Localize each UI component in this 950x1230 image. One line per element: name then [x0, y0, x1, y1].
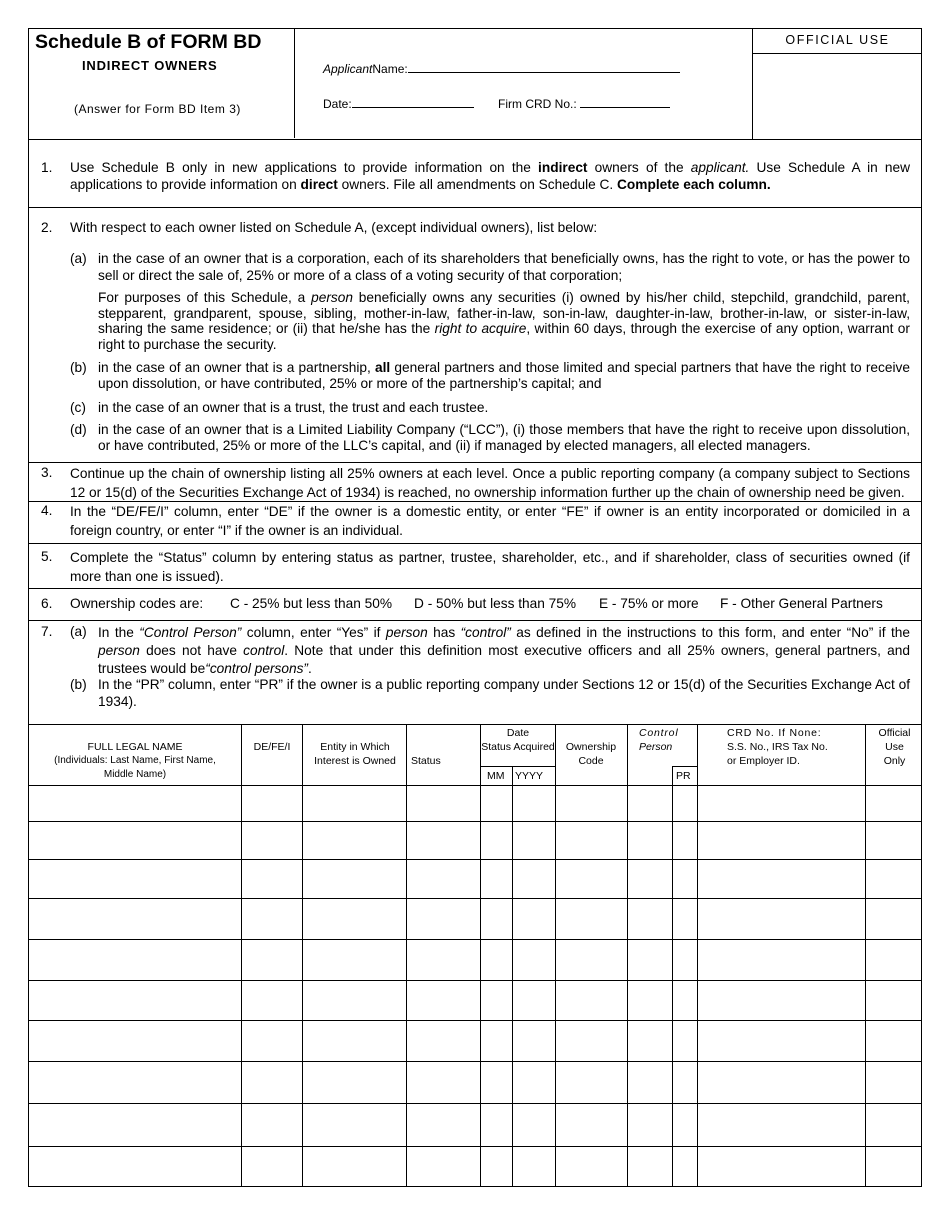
instruction-2-number: 2. — [41, 220, 53, 235]
col-entity: Entity in Which Interest is Owned — [314, 741, 396, 767]
instruction-1-number: 1. — [41, 160, 53, 175]
cell-name[interactable] — [29, 785, 241, 821]
table-row — [29, 822, 922, 860]
cell-official[interactable] — [866, 1062, 922, 1103]
cell-crd[interactable] — [698, 1147, 865, 1186]
cell-name[interactable] — [29, 1062, 241, 1103]
cell-official[interactable] — [866, 860, 922, 898]
official-use-rule — [753, 53, 922, 54]
official-use-label: OFFICIAL USE — [785, 33, 890, 47]
cell-crd[interactable] — [698, 1104, 865, 1146]
instruction-2c-text: in the case of an owner that is a trust, the trust and each trustee. — [98, 400, 489, 415]
cell-crd[interactable] — [698, 1062, 865, 1103]
rule-after-3 — [29, 501, 921, 502]
col-status: Status — [411, 755, 441, 767]
cell-crd[interactable] — [698, 940, 865, 980]
firm-crd-label: Firm CRD No.: — [498, 97, 577, 111]
firm-crd-field — [498, 95, 670, 111]
cell-yyyy[interactable] — [513, 1147, 555, 1186]
cell-pr[interactable] — [673, 1021, 697, 1061]
cell-name[interactable] — [29, 1104, 241, 1146]
cell-status[interactable] — [407, 1062, 480, 1103]
cell-entity[interactable] — [303, 899, 406, 939]
date-label: Date: — [323, 97, 352, 111]
form-page — [28, 28, 922, 1187]
col-full-legal-name: FULL LEGAL NAME (Individuals: Last Name, First Name, Middle Name) — [54, 741, 216, 780]
cell-defei[interactable] — [242, 1021, 302, 1061]
cell-defei[interactable] — [242, 899, 302, 939]
rule-after-2 — [29, 462, 921, 463]
cell-crd[interactable] — [698, 860, 865, 898]
cell-mm[interactable] — [481, 860, 512, 898]
cell-code[interactable] — [556, 1062, 627, 1103]
table-row — [29, 860, 922, 899]
cell-yyyy[interactable] — [513, 1104, 555, 1146]
cell-official[interactable] — [866, 899, 922, 939]
table-row — [29, 785, 922, 822]
cell-code[interactable] — [556, 1021, 627, 1061]
ownership-code-f: F - Other General Partners — [720, 596, 883, 611]
date-field — [323, 95, 474, 111]
applicant-name-input[interactable] — [408, 60, 680, 73]
rule-after-5 — [29, 588, 921, 589]
cell-name[interactable] — [29, 860, 241, 898]
cell-control[interactable] — [628, 1147, 672, 1186]
form-title: Schedule B of FORM BD — [35, 31, 262, 53]
instruction-7b-label: (b) — [70, 677, 87, 692]
cell-mm[interactable] — [481, 1104, 512, 1146]
instruction-2b-text: in the case of an owner that is a partnership, all general partners and those limited and special partners that have the right to receive upon dissolution, or have contributed, 25% or more of the partnership’s capital; and — [98, 360, 910, 391]
cell-code[interactable] — [556, 860, 627, 898]
cell-official[interactable] — [866, 1104, 922, 1146]
cell-mm[interactable] — [481, 940, 512, 980]
cell-mm[interactable] — [481, 1062, 512, 1103]
cell-entity[interactable] — [303, 1104, 406, 1146]
table-top-rule — [29, 724, 921, 725]
applicant-label: Name: — [372, 62, 408, 76]
cell-control[interactable] — [628, 1104, 672, 1146]
cell-entity[interactable] — [303, 1021, 406, 1061]
cell-status[interactable] — [407, 899, 480, 939]
cell-status[interactable] — [407, 822, 480, 859]
header-bottom-rule — [29, 139, 921, 140]
cell-crd[interactable] — [698, 981, 865, 1020]
cell-pr[interactable] — [673, 899, 697, 939]
instruction-3-number: 3. — [41, 465, 53, 480]
instruction-2d-label: (d) — [70, 422, 87, 437]
col-crd-no: CRD No. If None: S.S. No., IRS Tax No. or Employer ID. — [727, 727, 828, 767]
cell-status[interactable] — [407, 1104, 480, 1146]
cell-status[interactable] — [407, 860, 480, 898]
cell-official[interactable] — [866, 940, 922, 980]
instruction-2a-definition: For purposes of this Schedule, a person beneficially owns any securities (i) owned by his/her child, stepchild, grandchild, parent, stepparent, grandparent, spouse, sibling, mother-in-law, father-in-law, son-in-law, daughter-in-law, brother-in-law, or sister-in-law, sharing the same residence; or (ii) that he/she has the right to acquire, within 60 days, through the exercise of any option, warrant or right to purchase the security. — [98, 290, 910, 352]
cell-code[interactable] — [556, 981, 627, 1020]
cell-status[interactable] — [407, 1021, 480, 1061]
cell-defei[interactable] — [242, 981, 302, 1020]
instruction-1-text: Use Schedule B only in new applications to provide information on the indirect owners of the applicant. Use Schedule A in new applications to provide information on direct owners. File all amendments on Schedule C. Complete each column. — [70, 160, 911, 192]
cell-code[interactable] — [556, 899, 627, 939]
cell-defei[interactable] — [242, 860, 302, 898]
cell-official[interactable] — [866, 1021, 922, 1061]
applicant-name-field — [323, 60, 680, 76]
cell-pr[interactable] — [673, 1147, 697, 1186]
cell-mm[interactable] — [481, 1021, 512, 1061]
cell-yyyy[interactable] — [513, 981, 555, 1020]
cell-control[interactable] — [628, 785, 672, 821]
cell-mm[interactable] — [481, 785, 512, 821]
cell-yyyy[interactable] — [513, 899, 555, 939]
col-yyyy: YYYY — [515, 770, 544, 782]
rule-after-4 — [29, 543, 921, 544]
instruction-7b-text: In the “PR” column, enter “PR” if the owner is a public reporting company under Sections 12 or 15(d) of the Securities Exchange Act of 1934). — [98, 677, 910, 709]
instruction-2a-label: (a) — [70, 251, 87, 266]
col-control-person: Control Person — [639, 727, 679, 753]
date-input[interactable] — [352, 95, 474, 108]
cell-name[interactable] — [29, 940, 241, 980]
instruction-7-number: 7. — [41, 624, 53, 639]
ownership-code-d: D - 50% but less than 75% — [414, 596, 577, 611]
cell-status[interactable] — [407, 940, 480, 980]
cell-code[interactable] — [556, 822, 627, 859]
form-subtitle: INDIRECT OWNERS — [82, 58, 218, 73]
instruction-4-number: 4. — [41, 503, 53, 518]
rule-after-6 — [29, 620, 921, 621]
cell-status[interactable] — [407, 981, 480, 1020]
cell-name[interactable] — [29, 899, 241, 939]
applicant-label-italic: Applicant — [323, 62, 373, 76]
cell-entity[interactable] — [303, 1062, 406, 1103]
cell-crd[interactable] — [698, 899, 865, 939]
cell-control[interactable] — [628, 1062, 672, 1103]
col-de-fe-i: DE/FE/I — [253, 741, 291, 753]
cell-status[interactable] — [407, 785, 480, 821]
instruction-6-number: 6. — [41, 596, 53, 611]
col-official-use-only: Official Use Only — [878, 727, 911, 767]
cell-control[interactable] — [628, 860, 672, 898]
cell-code[interactable] — [556, 940, 627, 980]
cell-official[interactable] — [866, 981, 922, 1020]
cell-name[interactable] — [29, 1021, 241, 1061]
cell-pr[interactable] — [673, 1104, 697, 1146]
ownership-code-e: E - 75% or more — [599, 596, 699, 611]
cell-control[interactable] — [628, 981, 672, 1020]
cell-name[interactable] — [29, 822, 241, 859]
cell-mm[interactable] — [481, 899, 512, 939]
cell-control[interactable] — [628, 899, 672, 939]
table-row — [29, 1021, 922, 1062]
cell-official[interactable] — [866, 785, 922, 821]
cell-yyyy[interactable] — [513, 940, 555, 980]
cell-yyyy[interactable] — [513, 860, 555, 898]
answer-note: (Answer for Form BD Item 3) — [74, 102, 241, 116]
cell-defei[interactable] — [242, 1062, 302, 1103]
col-mm: MM — [487, 770, 505, 782]
cell-name[interactable] — [29, 981, 241, 1020]
col-date-status-acquired: Date Status Acquired — [481, 727, 555, 753]
table-row — [29, 1104, 922, 1147]
cell-mm[interactable] — [481, 981, 512, 1020]
cell-pr[interactable] — [673, 940, 697, 980]
instruction-2b-label: (b) — [70, 360, 87, 375]
cell-entity[interactable] — [303, 981, 406, 1020]
instruction-4-text: In the “DE/FE/I” column, enter “DE” if the owner is a domestic entity, or enter “FE” if owner is an entity incorporated or domiciled in a foreign country, or enter “I” if the owner is an individual. — [70, 504, 910, 538]
table-row — [29, 1062, 922, 1104]
instruction-2c-label: (c) — [70, 400, 86, 415]
date-subheader-rule — [481, 766, 555, 767]
cell-code[interactable] — [556, 1147, 627, 1186]
cell-entity[interactable] — [303, 822, 406, 859]
instruction-7a-label: (a) — [70, 624, 87, 639]
instruction-5-number: 5. — [41, 549, 53, 564]
cell-defei[interactable] — [242, 785, 302, 821]
cell-pr[interactable] — [673, 1062, 697, 1103]
instruction-3-text: Continue up the chain of ownership listing all 25% owners at each level. Once a public reporting company (a company subject to Sections 12 or 15(d) of the Securities Exchange Act of 1934) is reached, no ownership information further up the chain of ownership need be given. — [70, 466, 910, 500]
cell-code[interactable] — [556, 1104, 627, 1146]
cell-status[interactable] — [407, 1147, 480, 1186]
cell-pr[interactable] — [673, 981, 697, 1020]
table-row — [29, 981, 922, 1021]
cell-yyyy[interactable] — [513, 822, 555, 859]
cell-yyyy[interactable] — [513, 1062, 555, 1103]
instruction-7a-text: In the “Control Person” column, enter “Yes” if person has “control” as defined in the instructions to this form, and enter “No” if the person does not have control. Note that under this definition most executive officers and all 25% owners, general partners, and trustees would be“control persons”. — [98, 625, 910, 676]
table-row — [29, 940, 922, 981]
firm-crd-input[interactable] — [580, 95, 670, 108]
cell-entity[interactable] — [303, 1147, 406, 1186]
cell-crd[interactable] — [698, 1021, 865, 1061]
cell-control[interactable] — [628, 1021, 672, 1061]
cell-entity[interactable] — [303, 860, 406, 898]
cell-yyyy[interactable] — [513, 1021, 555, 1061]
cell-pr[interactable] — [673, 860, 697, 898]
col-ownership-code: Ownership Code — [565, 741, 617, 767]
cell-code[interactable] — [556, 785, 627, 821]
table-row — [29, 899, 922, 940]
cell-official[interactable] — [866, 1147, 922, 1186]
cell-pr[interactable] — [673, 785, 697, 821]
cell-defei[interactable] — [242, 822, 302, 859]
instruction-2d-text: in the case of an owner that is a Limited Liability Company (“LCC”), (i) those members that have the right to receive upon dissolution, or have contributed, 25% or more of the LLC’s capital, and (ii) if managed by elected managers, all elected managers. — [98, 422, 910, 453]
instruction-6-label: Ownership codes are: — [70, 596, 204, 611]
instruction-2-intro: With respect to each owner listed on Schedule A, (except individual owners), list below: — [70, 220, 598, 235]
cell-defei[interactable] — [242, 1104, 302, 1146]
cell-yyyy[interactable] — [513, 785, 555, 821]
col-pr: PR — [676, 770, 691, 782]
cell-official[interactable] — [866, 822, 922, 859]
cell-crd[interactable] — [698, 785, 865, 821]
instruction-2a-text: in the case of an owner that is a corporation, each of its shareholders that beneficially owns, has the right to vote, or has the power to sell or direct the sale of, 25% or more of a class of a voting security of that corporation; — [98, 251, 910, 283]
instruction-5-text: Complete the “Status” column by entering status as partner, trustee, shareholder, etc., and if shareholder, class of securities owned (if more than one is issued). — [70, 550, 910, 584]
cell-mm[interactable] — [481, 822, 512, 859]
cell-entity[interactable] — [303, 785, 406, 821]
table-row — [29, 1147, 922, 1186]
cell-crd[interactable] — [698, 822, 865, 859]
cell-defei[interactable] — [242, 940, 302, 980]
pr-subheader-rule — [672, 766, 697, 767]
cell-control[interactable] — [628, 940, 672, 980]
cell-control[interactable] — [628, 822, 672, 859]
cell-pr[interactable] — [673, 822, 697, 859]
cell-mm[interactable] — [481, 1147, 512, 1186]
cell-entity[interactable] — [303, 940, 406, 980]
ownership-code-c: C - 25% but less than 50% — [230, 596, 393, 611]
cell-defei[interactable] — [242, 1147, 302, 1186]
header-divider — [294, 29, 295, 138]
rule-after-1 — [29, 207, 921, 208]
cell-name[interactable] — [29, 1147, 241, 1186]
